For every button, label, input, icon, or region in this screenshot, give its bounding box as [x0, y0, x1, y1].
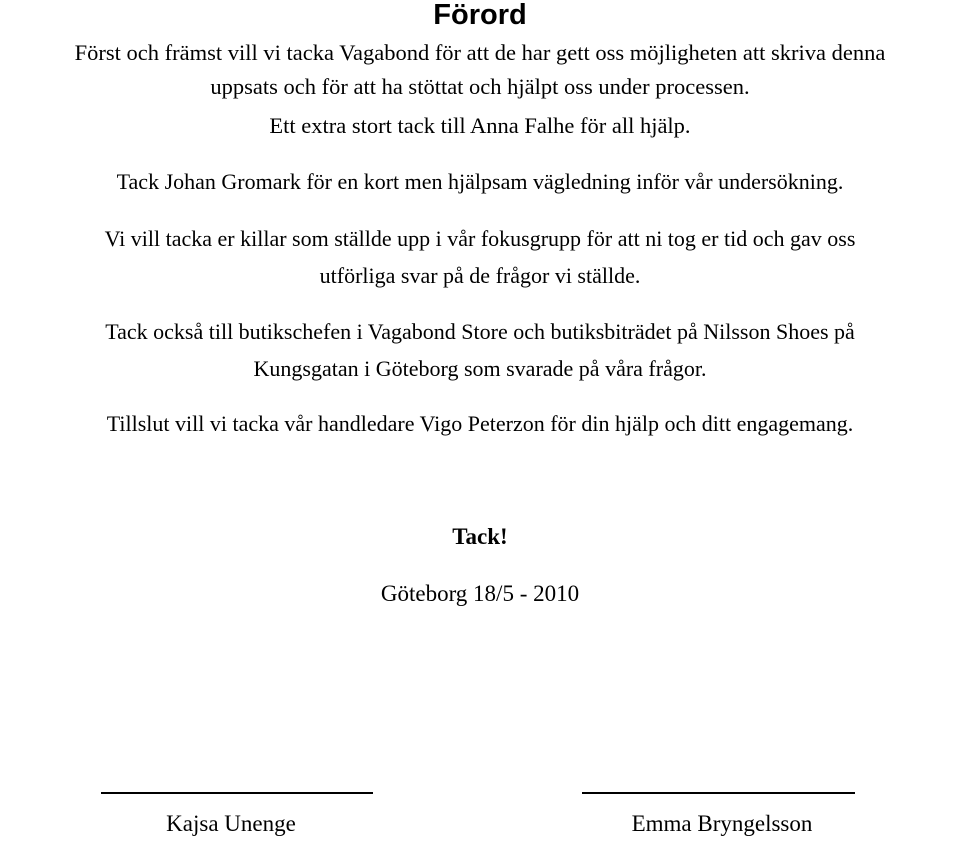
- signature-name-left: Kajsa Unenge: [166, 811, 296, 836]
- paragraph-thanks-supervisor: [0, 405, 960, 442]
- paragraph-thanks-anna: [0, 107, 960, 144]
- paragraph-line: Tack också till butikschefen i Vagabond Store och butiksbiträdet på Nilsson Shoes på: [105, 319, 855, 344]
- place-and-date: Göteborg 18/5 - 2010: [380, 581, 580, 606]
- paragraph-thanks-store-staff: [0, 313, 960, 387]
- paragraph-line: Först och främst vill vi tacka Vagabond för att de har gett oss möjligheten att skriva denna: [74, 40, 886, 65]
- paragraph-line: utförliga svar på de frågor vi ställde.: [319, 263, 641, 288]
- paragraph-line: Vi vill tacka er killar som ställde upp i vår fokusgrupp för att ni tog er tid och gav oss: [104, 226, 856, 251]
- closing-thanks: Tack!: [452, 524, 508, 549]
- paragraph-line: Kungsgatan i Göteborg som svarade på våra frågor.: [253, 356, 707, 381]
- signature-line-left: [101, 792, 373, 794]
- paragraph-thanks-focus-group: [0, 220, 960, 294]
- paragraph-line: Tillslut vill vi tacka vår handledare Vigo Peterzon för din hjälp och ditt engagemang.: [106, 411, 854, 436]
- page-title: Förord: [433, 0, 527, 31]
- signature-name-right: Emma Bryngelsson: [631, 811, 813, 836]
- paragraph-thanks-vagabond: [0, 36, 960, 104]
- paragraph-thanks-johan: [0, 163, 960, 200]
- signature-line-right: [582, 792, 855, 794]
- paragraph-line: Ett extra stort tack till Anna Falhe för all hjälp.: [269, 113, 691, 138]
- paragraph-line: uppsats och för att ha stöttat och hjälpt oss under processen.: [210, 74, 750, 99]
- paragraph-line: Tack Johan Gromark för en kort men hjälpsam vägledning inför vår undersökning.: [116, 169, 844, 194]
